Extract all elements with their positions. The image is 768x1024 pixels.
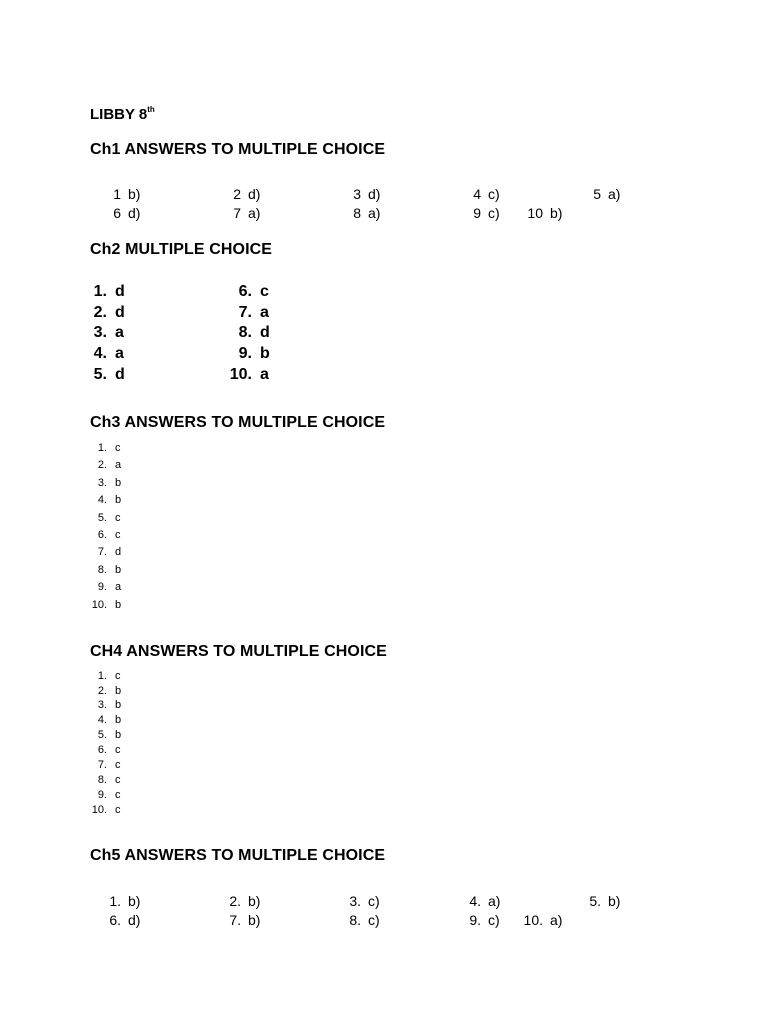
ch5-row-2 [0,912,768,931]
ch2-item: 3. a [93,324,124,341]
ch5-item: 8. c) [349,912,380,928]
ch1-item: 9 c) [473,205,500,221]
ch1-item: 3 d) [353,186,381,202]
ch1-item: 6 d) [113,205,141,221]
ch3-item: 10. b [91,599,122,611]
ch3-item: 9. a [97,581,122,593]
ch4-item: 9. c [97,789,121,801]
ch2-item: 10. a [229,366,269,383]
ch3-item: 6. c [97,529,121,541]
ch4-item: 7. c [97,759,121,771]
ch4-item: 10. c [91,804,121,816]
ch2-item: 2. d [93,304,125,321]
ch5-item: 7. b) [229,912,261,928]
ch2-item: 7. a [238,304,269,321]
ch3-heading: Ch3 ANSWERS TO MULTIPLE CHOICE [90,414,386,431]
ch2-item: 6. c [238,283,269,300]
ch4-item: 4. b [97,714,122,726]
ch4-heading: CH4 ANSWERS TO MULTIPLE CHOICE [90,643,387,660]
ch1-item: 1 b) [113,186,141,202]
ch5-heading: Ch5 ANSWERS TO MULTIPLE CHOICE [90,847,386,864]
ch3-item: 3. b [97,477,122,489]
ch1-item: 4 c) [473,186,500,202]
ch5-item: 2. b) [229,893,261,909]
ch2-item: 8. d [238,324,270,341]
ch5-row-1 [0,893,768,912]
ch5-item: 10. a) [523,912,563,928]
ch2-item: 5. d [93,366,125,383]
ch4-item: 8. c [97,774,121,786]
ch2-item: 1. d [93,283,125,300]
ch4-item: 5. b [97,729,122,741]
document-title [90,106,155,123]
ch5-item: 9. c) [469,912,500,928]
ch1-row-1 [0,186,768,205]
ch3-item: 4. b [97,494,122,506]
ch2-heading: Ch2 MULTIPLE CHOICE [90,241,273,258]
ch4-item: 1. c [97,670,121,682]
ch1-item: 2 d) [233,186,261,202]
ch3-item: 7. d [97,546,122,558]
title-superscript: th [147,105,155,114]
ch3-item: 8. b [97,564,122,576]
ch4-item: 3. b [97,699,122,711]
ch1-item: 5 a) [593,186,621,202]
ch2-item: 4. a [93,345,124,362]
ch4-item: 2. b [97,685,122,697]
ch1-item: 7 a) [233,205,261,221]
title-text: LIBBY 8 [90,106,148,123]
ch5-item: 5. b) [589,893,621,909]
ch5-item: 6. d) [109,912,141,928]
ch5-item: 1. b) [109,893,141,909]
ch1-item: 10 b) [527,205,563,221]
ch3-item: 1. c [97,442,121,454]
ch3-item: 2. a [97,459,122,471]
ch2-item: 9. b [238,345,270,362]
ch4-item: 6. c [97,744,121,756]
ch1-row-2 [0,205,768,224]
ch5-item: 4. a) [469,893,501,909]
ch1-item: 8 a) [353,205,381,221]
ch3-item: 5. c [97,512,121,524]
ch5-item: 3. c) [349,893,380,909]
ch1-heading: Ch1 ANSWERS TO MULTIPLE CHOICE [90,141,386,158]
